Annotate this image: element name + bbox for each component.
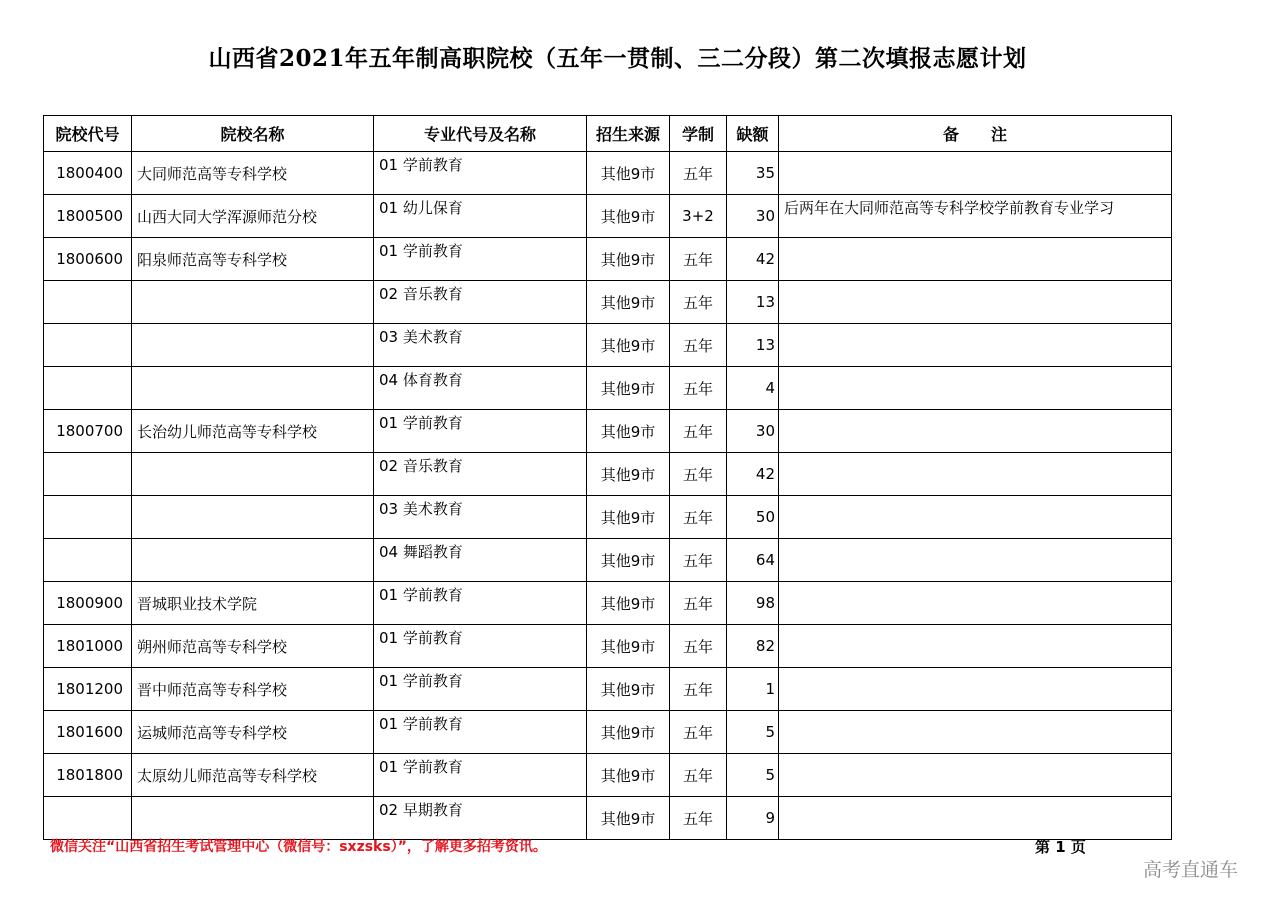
cell-duration: 五年 <box>670 367 727 410</box>
cell-source: 其他9市 <box>587 496 670 539</box>
table-row <box>44 281 1172 324</box>
cell-major: 01 学前教育 <box>374 152 587 195</box>
table-row <box>44 453 1172 496</box>
header-quota: 缺额 <box>727 116 779 152</box>
cell-duration: 五年 <box>670 668 727 711</box>
cell-quota: 35 <box>727 152 779 195</box>
cell-code: 1800900 <box>44 582 132 625</box>
cell-remark <box>779 152 1172 195</box>
cell-quota: 9 <box>727 797 779 840</box>
table-row <box>44 668 1172 711</box>
header-duration: 学制 <box>670 116 727 152</box>
cell-school-name <box>132 453 374 496</box>
cell-remark <box>779 711 1172 754</box>
cell-school-name: 朔州师范高等专科学校 <box>132 625 374 668</box>
cell-school-name <box>132 797 374 840</box>
enrollment-plan-table <box>43 115 1172 840</box>
wechat-notice: 微信关注“山西省招生考试管理中心（微信号：sxzsks）”，了解更多招考资讯。 <box>50 839 547 855</box>
cell-school-name: 晋中师范高等专科学校 <box>132 668 374 711</box>
cell-source: 其他9市 <box>587 410 670 453</box>
table-row <box>44 195 1172 238</box>
cell-major: 04 体育教育 <box>374 367 587 410</box>
header-source: 招生来源 <box>587 116 670 152</box>
cell-remark <box>779 797 1172 840</box>
cell-school-name <box>132 281 374 324</box>
cell-duration: 3+2 <box>670 195 727 238</box>
cell-school-name: 长治幼儿师范高等专科学校 <box>132 410 374 453</box>
cell-major: 01 幼儿保育 <box>374 195 587 238</box>
cell-quota: 82 <box>727 625 779 668</box>
header-name: 院校名称 <box>132 116 374 152</box>
cell-quota: 13 <box>727 281 779 324</box>
cell-code: 1801000 <box>44 625 132 668</box>
cell-school-name <box>132 367 374 410</box>
cell-code <box>44 496 132 539</box>
cell-major: 01 学前教育 <box>374 410 587 453</box>
cell-code: 1801200 <box>44 668 132 711</box>
cell-school-name <box>132 324 374 367</box>
cell-source: 其他9市 <box>587 625 670 668</box>
cell-duration: 五年 <box>670 625 727 668</box>
table-row <box>44 496 1172 539</box>
cell-quota: 42 <box>727 238 779 281</box>
cell-major: 04 舞蹈教育 <box>374 539 587 582</box>
cell-duration: 五年 <box>670 539 727 582</box>
cell-school-name: 运城师范高等专科学校 <box>132 711 374 754</box>
cell-code: 1800500 <box>44 195 132 238</box>
cell-major: 02 音乐教育 <box>374 453 587 496</box>
cell-major: 01 学前教育 <box>374 582 587 625</box>
cell-source: 其他9市 <box>587 668 670 711</box>
header-code: 院校代号 <box>44 116 132 152</box>
cell-source: 其他9市 <box>587 582 670 625</box>
cell-school-name <box>132 539 374 582</box>
cell-quota: 1 <box>727 668 779 711</box>
cell-remark <box>779 324 1172 367</box>
cell-duration: 五年 <box>670 238 727 281</box>
cell-source: 其他9市 <box>587 281 670 324</box>
page-number: 第 1 页 <box>1035 838 1086 856</box>
cell-remark: 后两年在大同师范高等专科学校学前教育专业学习 <box>779 195 1172 238</box>
cell-code: 1800700 <box>44 410 132 453</box>
cell-major: 01 学前教育 <box>374 711 587 754</box>
cell-source: 其他9市 <box>587 195 670 238</box>
table-row <box>44 367 1172 410</box>
cell-code <box>44 281 132 324</box>
table-header-row <box>44 116 1172 152</box>
cell-duration: 五年 <box>670 797 727 840</box>
table-row <box>44 152 1172 195</box>
cell-remark <box>779 410 1172 453</box>
cell-quota: 4 <box>727 367 779 410</box>
cell-remark <box>779 625 1172 668</box>
cell-school-name: 阳泉师范高等专科学校 <box>132 238 374 281</box>
cell-school-name: 太原幼儿师范高等专科学校 <box>132 754 374 797</box>
header-remark: 备 注 <box>779 116 1172 152</box>
cell-quota: 30 <box>727 195 779 238</box>
cell-duration: 五年 <box>670 152 727 195</box>
table-row <box>44 582 1172 625</box>
cell-major: 03 美术教育 <box>374 496 587 539</box>
cell-major: 01 学前教育 <box>374 668 587 711</box>
cell-remark <box>779 453 1172 496</box>
table-row <box>44 625 1172 668</box>
cell-quota: 42 <box>727 453 779 496</box>
cell-code <box>44 539 132 582</box>
header-major: 专业代号及名称 <box>374 116 587 152</box>
cell-remark <box>779 539 1172 582</box>
cell-code <box>44 453 132 496</box>
cell-source: 其他9市 <box>587 324 670 367</box>
cell-remark <box>779 367 1172 410</box>
cell-quota: 5 <box>727 754 779 797</box>
cell-major: 02 音乐教育 <box>374 281 587 324</box>
cell-duration: 五年 <box>670 453 727 496</box>
cell-quota: 98 <box>727 582 779 625</box>
cell-major: 02 早期教育 <box>374 797 587 840</box>
cell-code <box>44 797 132 840</box>
cell-code: 1800400 <box>44 152 132 195</box>
table-row <box>44 711 1172 754</box>
cell-code <box>44 367 132 410</box>
cell-remark <box>779 668 1172 711</box>
table-row <box>44 539 1172 582</box>
cell-remark <box>779 582 1172 625</box>
cell-source: 其他9市 <box>587 539 670 582</box>
cell-major: 01 学前教育 <box>374 238 587 281</box>
cell-quota: 64 <box>727 539 779 582</box>
table-body <box>44 152 1172 840</box>
table-row <box>44 238 1172 281</box>
table-row <box>44 324 1172 367</box>
cell-code <box>44 324 132 367</box>
cell-code: 1801800 <box>44 754 132 797</box>
cell-duration: 五年 <box>670 324 727 367</box>
cell-major: 01 学前教育 <box>374 625 587 668</box>
cell-duration: 五年 <box>670 496 727 539</box>
cell-remark <box>779 281 1172 324</box>
page-title: 山西省2021年五年制高职院校（五年一贯制、三二分段）第二次填报志愿计划 <box>208 45 1027 72</box>
cell-school-name: 山西大同大学浑源师范分校 <box>132 195 374 238</box>
cell-code: 1800600 <box>44 238 132 281</box>
cell-quota: 50 <box>727 496 779 539</box>
cell-major: 03 美术教育 <box>374 324 587 367</box>
cell-quota: 13 <box>727 324 779 367</box>
cell-duration: 五年 <box>670 281 727 324</box>
cell-duration: 五年 <box>670 754 727 797</box>
cell-duration: 五年 <box>670 410 727 453</box>
cell-source: 其他9市 <box>587 453 670 496</box>
cell-source: 其他9市 <box>587 367 670 410</box>
cell-source: 其他9市 <box>587 152 670 195</box>
cell-school-name <box>132 496 374 539</box>
table-row <box>44 410 1172 453</box>
cell-duration: 五年 <box>670 582 727 625</box>
cell-school-name: 大同师范高等专科学校 <box>132 152 374 195</box>
cell-remark <box>779 238 1172 281</box>
cell-quota: 5 <box>727 711 779 754</box>
table-row <box>44 754 1172 797</box>
cell-remark <box>779 754 1172 797</box>
cell-source: 其他9市 <box>587 711 670 754</box>
cell-major: 01 学前教育 <box>374 754 587 797</box>
cell-quota: 30 <box>727 410 779 453</box>
cell-source: 其他9市 <box>587 238 670 281</box>
table-row <box>44 797 1172 840</box>
cell-duration: 五年 <box>670 711 727 754</box>
cell-remark <box>779 496 1172 539</box>
cell-source: 其他9市 <box>587 754 670 797</box>
cell-source: 其他9市 <box>587 797 670 840</box>
watermark: 高考直通车 <box>1143 859 1239 881</box>
cell-school-name: 晋城职业技术学院 <box>132 582 374 625</box>
cell-code: 1801600 <box>44 711 132 754</box>
